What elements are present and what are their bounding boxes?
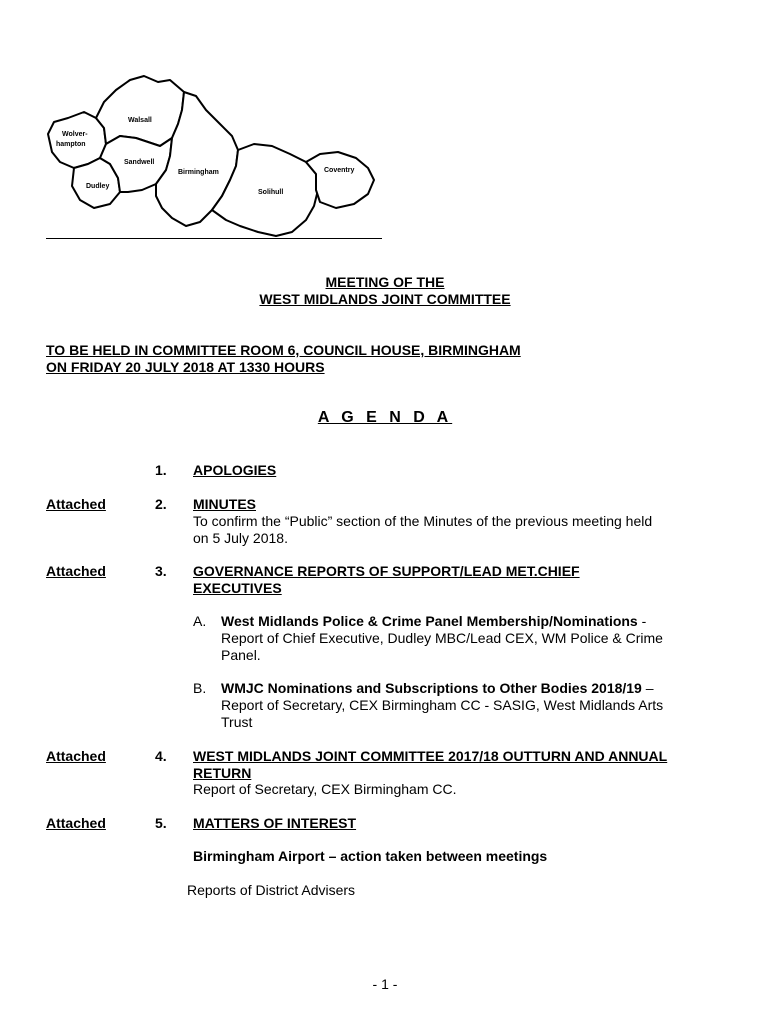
item-1-number: 1. [155, 462, 167, 478]
west-midlands-map [44, 72, 384, 240]
item-3b-rest: – [641, 680, 654, 696]
item-3b-letter: B. [193, 680, 207, 696]
map-label-wolverhampton: Wolver- [62, 131, 88, 138]
item-3-title-line2: EXECUTIVES [193, 580, 282, 596]
item-5-title: MATTERS OF INTEREST [193, 815, 357, 831]
item-3b-line3: Trust [221, 714, 253, 730]
map-label-walsall: Walsall [128, 117, 152, 124]
item-3a-letter: A. [193, 613, 207, 629]
item-4-title-line1: WEST MIDLANDS JOINT COMMITTEE 2017/18 OUTTURN AND ANNUAL [193, 748, 668, 764]
map-label-sandwell: Sandwell [124, 159, 155, 166]
item-3-number: 3. [155, 563, 167, 579]
page-number: - 1 - [372, 976, 398, 992]
item-5-attached: Attached [46, 815, 106, 831]
map-label-birmingham: Birmingham [178, 169, 219, 176]
map-label-coventry: Coventry [324, 167, 355, 174]
item-2-number: 2. [155, 496, 167, 512]
item-2-title: MINUTES [193, 496, 256, 512]
item-3b-line2: Report of Secretary, CEX Birmingham CC - SASIG, West Midlands Arts [221, 697, 664, 713]
item-3b-bold: WMJC Nominations and Subscriptions to Other Bodies 2018/19 [221, 680, 642, 696]
item-3a-rest: - [637, 613, 647, 629]
item-2-text-line1: To confirm the “Public” section of the Minutes of the previous meeting held [193, 513, 653, 529]
agenda-title: A G E N D A [317, 409, 453, 426]
map-label-dudley: Dudley [86, 183, 110, 190]
item-3-title-line1: GOVERNANCE REPORTS OF SUPPORT/LEAD MET.CHIEF [193, 563, 580, 579]
item-5-subheading: Birmingham Airport – action taken between meetings [193, 848, 548, 864]
item-3a-line3: Panel. [221, 647, 261, 663]
item-4-number: 4. [155, 748, 167, 764]
item-4-title-line2: RETURN [193, 765, 252, 781]
item-1-title: APOLOGIES [193, 462, 277, 478]
item-3-attached: Attached [46, 563, 106, 579]
item-3a-heading [221, 613, 721, 630]
map-label-solihull: Solihull [258, 189, 284, 196]
item-4-text-line1: Report of Secretary, CEX Birmingham CC. [193, 781, 457, 797]
meeting-heading-line1: MEETING OF THE [325, 274, 445, 290]
item-3a-line2: Report of Chief Executive, Dudley MBC/Lead CEX, WM Police & Crime [221, 630, 663, 646]
venue-line1: TO BE HELD IN COMMITTEE ROOM 6, COUNCIL HOUSE, BIRMINGHAM [46, 342, 521, 358]
map-region-walsall [96, 76, 184, 146]
item-4-attached: Attached [46, 748, 106, 764]
meeting-heading-line2: WEST MIDLANDS JOINT COMMITTEE [259, 291, 511, 307]
item-5-note: Reports of District Advisers [187, 882, 356, 898]
item-2-text-line2: on 5 July 2018. [193, 530, 288, 546]
item-2-attached: Attached [46, 496, 106, 512]
item-3a-bold: West Midlands Police & Crime Panel Membership/Nominations [221, 613, 638, 629]
map-label-wolverhampton-2: hampton [56, 141, 86, 148]
venue-line2: ON FRIDAY 20 JULY 2018 AT 1330 HOURS [46, 359, 325, 375]
item-3b-heading [221, 680, 721, 697]
item-5-number: 5. [155, 815, 167, 831]
header-rule [46, 238, 382, 239]
